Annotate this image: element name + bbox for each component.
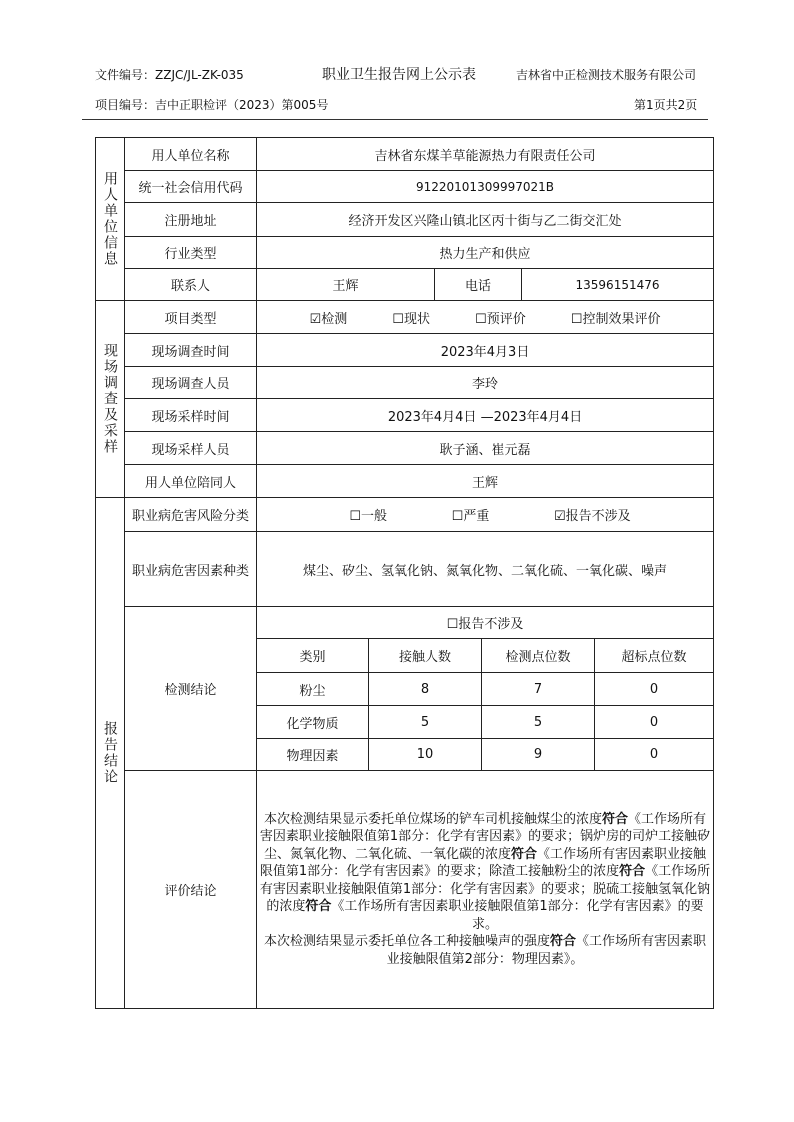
label: 现场采样人员 <box>125 432 257 465</box>
credit-code: 91220101309997021B <box>257 171 714 203</box>
evaluation-segment: 《工作场所有害因素职业接触限值第1部分：化学有害因素》的要求；除渣工接触粉尘的浓度 <box>259 846 707 880</box>
risk-options <box>257 498 714 532</box>
checkbox-control-eval[interactable]: ☐控制效果评价 <box>570 311 661 327</box>
hazard-factors: 煤尘、矽尘、氢氧化钠、氮氧化物、二氧化硫、一氧化碳、噪声 <box>257 532 714 607</box>
phone: 13596151476 <box>522 269 714 301</box>
cell: 8 <box>369 673 482 706</box>
compliance-keyword: 符合 <box>619 864 646 880</box>
checkbox-not-involved[interactable]: ☑报告不涉及 <box>553 509 631 524</box>
cell: 5 <box>369 706 482 739</box>
section-employer: 用人单位信息 <box>96 138 125 301</box>
label: 电话 <box>435 269 522 301</box>
checkbox-pre-eval[interactable]: ☐预评价 <box>475 311 526 327</box>
label: 注册地址 <box>125 203 257 237</box>
compliance-keyword: 符合 <box>511 846 538 862</box>
detect-not-involved[interactable]: ☐报告不涉及 <box>257 607 714 639</box>
cell: 0 <box>595 739 714 771</box>
cell: 0 <box>595 673 714 706</box>
label: 现场调查时间 <box>125 334 257 367</box>
label: 项目类型 <box>125 301 257 334</box>
header-divider <box>82 119 708 120</box>
section-conclusion: 报告结论 <box>96 498 125 1009</box>
project-type-options <box>257 301 714 334</box>
page-title: 职业卫生报告网上公示表 <box>322 67 476 83</box>
cell: 化学物质 <box>257 706 369 739</box>
project-number: 项目编号：吉中正职检评（2023）第005号 <box>95 98 329 112</box>
label: 现场调查人员 <box>125 367 257 399</box>
label: 行业类型 <box>125 237 257 269</box>
evaluation-segment: 《工作场所有害因素职业接触限值第2部分：物理因素》。 <box>386 934 707 967</box>
label: 职业病危害因素种类 <box>125 532 257 607</box>
label: 评价结论 <box>125 771 257 1009</box>
cell: 粉尘 <box>257 673 369 706</box>
col-header: 接触人数 <box>369 639 482 673</box>
checkbox-status[interactable]: ☐现状 <box>392 311 430 327</box>
label: 用人单位名称 <box>125 138 257 171</box>
survey-time: 2023年4月3日 <box>257 334 714 367</box>
section-survey: 现场调查及采样 <box>96 301 125 498</box>
label: 职业病危害风险分类 <box>125 498 257 532</box>
compliance-keyword: 符合 <box>305 899 332 915</box>
cell: 9 <box>482 739 595 771</box>
doc-number: 文件编号：ZZJC/JL-ZK-035 <box>95 68 244 82</box>
label: 用人单位陪同人 <box>125 465 257 498</box>
evaluation-segment: 《工作场所有害因素职业接触限值第1部分：化学有害因素》的要求；脱硫工接触氢氧化钠的浓度 <box>259 864 711 915</box>
industry: 热力生产和供应 <box>257 237 714 269</box>
evaluation-text <box>257 771 714 1009</box>
col-header: 类别 <box>257 639 369 673</box>
checkbox-general[interactable]: ☐一般 <box>349 509 387 524</box>
contact: 王辉 <box>257 269 435 301</box>
evaluation-segment: 《工作场所有害因素职业接触限值第1部分：化学有害因素》的要求。 <box>331 899 704 932</box>
company-name: 吉林省中正检测技术服务有限公司 <box>516 68 697 82</box>
evaluation-segment: 本次检测结果显示委托单位各工种接触噪声的强度 <box>263 934 550 950</box>
sample-time: 2023年4月4日 —2023年4月4日 <box>257 399 714 432</box>
col-header: 检测点位数 <box>482 639 595 673</box>
address: 经济开发区兴隆山镇北区丙十街与乙二街交汇处 <box>257 203 714 237</box>
col-header: 超标点位数 <box>595 639 714 673</box>
cell: 5 <box>482 706 595 739</box>
label: 联系人 <box>125 269 257 301</box>
evaluation-segment: 本次检测结果显示委托单位煤场的铲车司机接触煤尘的浓度 <box>263 811 602 827</box>
compliance-keyword: 符合 <box>602 811 629 827</box>
employer-name: 吉林省东煤羊草能源热力有限责任公司 <box>257 138 714 171</box>
checkbox-detection[interactable]: ☑检测 <box>309 311 348 327</box>
label: 检测结论 <box>125 607 257 771</box>
escort: 王辉 <box>257 465 714 498</box>
compliance-keyword: 符合 <box>550 934 577 950</box>
sample-staff: 耿子涵、崔元磊 <box>257 432 714 465</box>
cell: 0 <box>595 706 714 739</box>
cell: 7 <box>482 673 595 706</box>
cell: 10 <box>369 739 482 771</box>
checkbox-serious[interactable]: ☐严重 <box>451 509 490 524</box>
survey-staff: 李玲 <box>257 367 714 399</box>
disclosure-table <box>95 137 714 1009</box>
page-number: 第1页共2页 <box>634 98 698 112</box>
label: 统一社会信用代码 <box>125 171 257 203</box>
evaluation-segment: 《工作场所有害因素职业接触限值第1部分：化学有害因素》的要求；锅炉房的司炉工接触矽尘、氮氧化物、二氧化硫、一氧化碳的浓度 <box>259 811 711 862</box>
label: 现场采样时间 <box>125 399 257 432</box>
cell: 物理因素 <box>257 739 369 771</box>
